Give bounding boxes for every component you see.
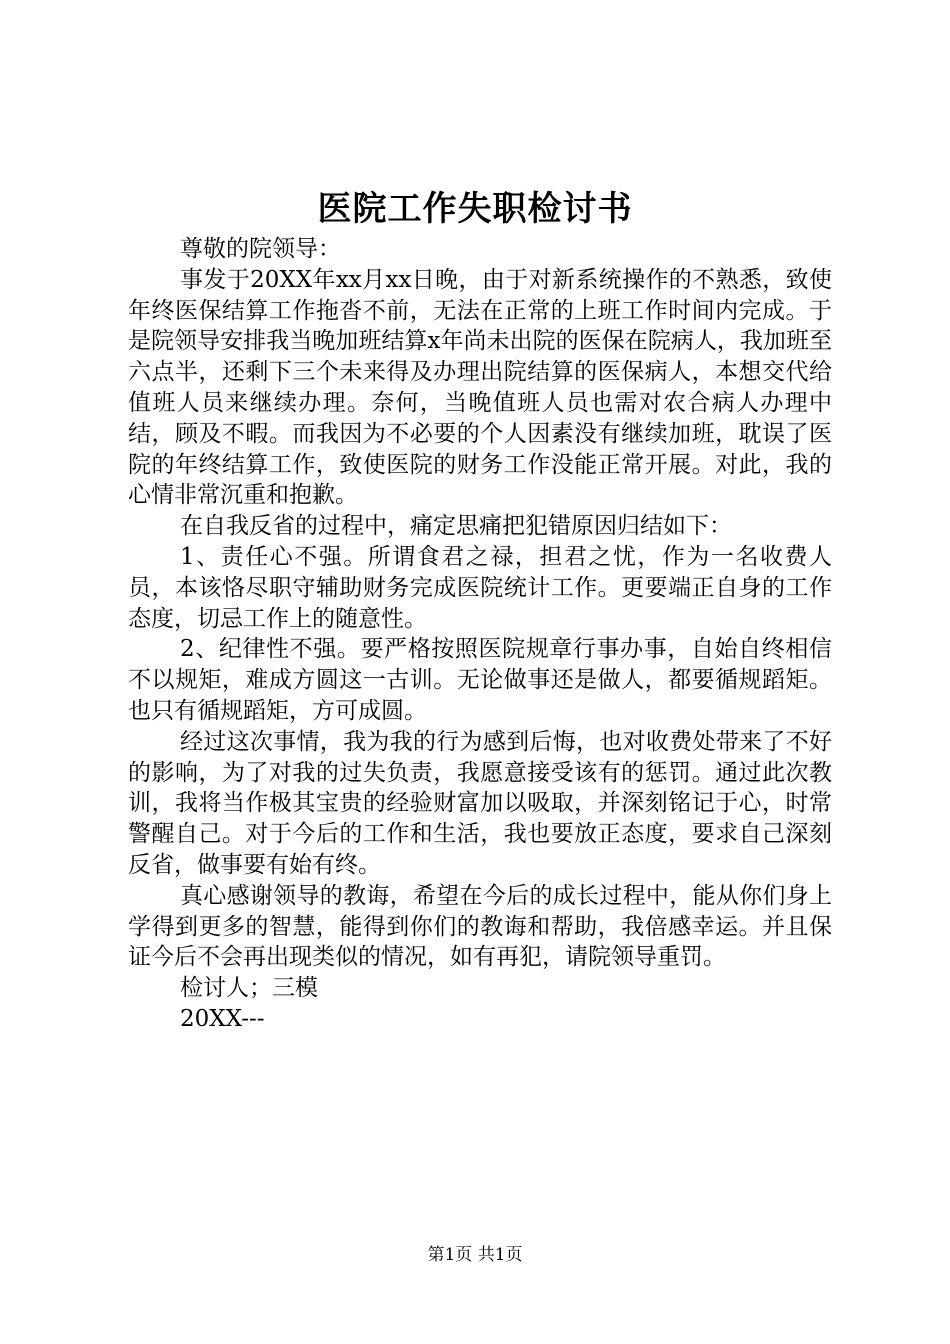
date-line: 20XX--- [180, 1005, 265, 1032]
paragraph-incident: 事发于20XX年xx月xx日晚，由于对新系统操作的不熟悉，致使年终医保结算工作拖沓不前，无法在正常的上班工作时间内完成。于是院领导安排我当晚加班结算x年尚未出院的医保在院病人，我加班至六点半，还剩下三个未来得及办理出院结算的医保病人，本想交代给值班人员来继续办理。奈何，当晚值班人员也需对农合病人办理中结，顾及不暇。而我因为不必要的个人因素没有继续加班，耽误了医院的年终结算工作，致使医院的财务工作没能正常开展。对此，我的心情非常沉重和抱歉。 [128, 266, 832, 509]
signature: 检讨人；三模 [180, 975, 318, 1002]
page-footer: 第1页 共1页 [427, 1245, 523, 1265]
document-title: 医院工作失职检讨书 [317, 189, 633, 229]
paragraph-reason-1: 1、责任心不强。所谓食君之禄，担君之忧，作为一名收费人员，本该恪尽职守辅助财务完成医院统计工作。更要端正自身的工作态度，切忌工作上的随意性。 [128, 543, 832, 632]
salutation: 尊敬的院领导： [180, 236, 341, 262]
paragraph-reflection-intro: 在自我反省的过程中，痛定思痛把犯错原因归结如下： [180, 513, 732, 540]
document-body [128, 234, 832, 1035]
paragraph-thanks: 真心感谢领导的教诲，希望在今后的成长过程中，能从你们身上学得到更多的智慧，能得到你们的教诲和帮助，我倍感幸运。并且保证今后不会再出现类似的情况，如有再犯，请院领导重罚。 [128, 882, 832, 971]
paragraph-commitment: 经过这次事情，我为我的行为感到后悔，也对收费处带来了不好的影响，为了对我的过失负责，我愿意接受该有的惩罚。通过此次教训，我将当作极其宝贵的经验财富加以吸取，并深刻铭记于心，时常警醒自己。对于今后的工作和生活，我也要放正态度，要求自己深刻反省，做事要有始有终。 [128, 728, 832, 878]
paragraph-reason-2: 2、纪律性不强。要严格按照医院规章行事办事，自始自终相信不以规矩，难成方圆这一古训。无论做事还是做人，都要循规蹈矩。也只有循规蹈矩，方可成圆。 [128, 636, 832, 724]
